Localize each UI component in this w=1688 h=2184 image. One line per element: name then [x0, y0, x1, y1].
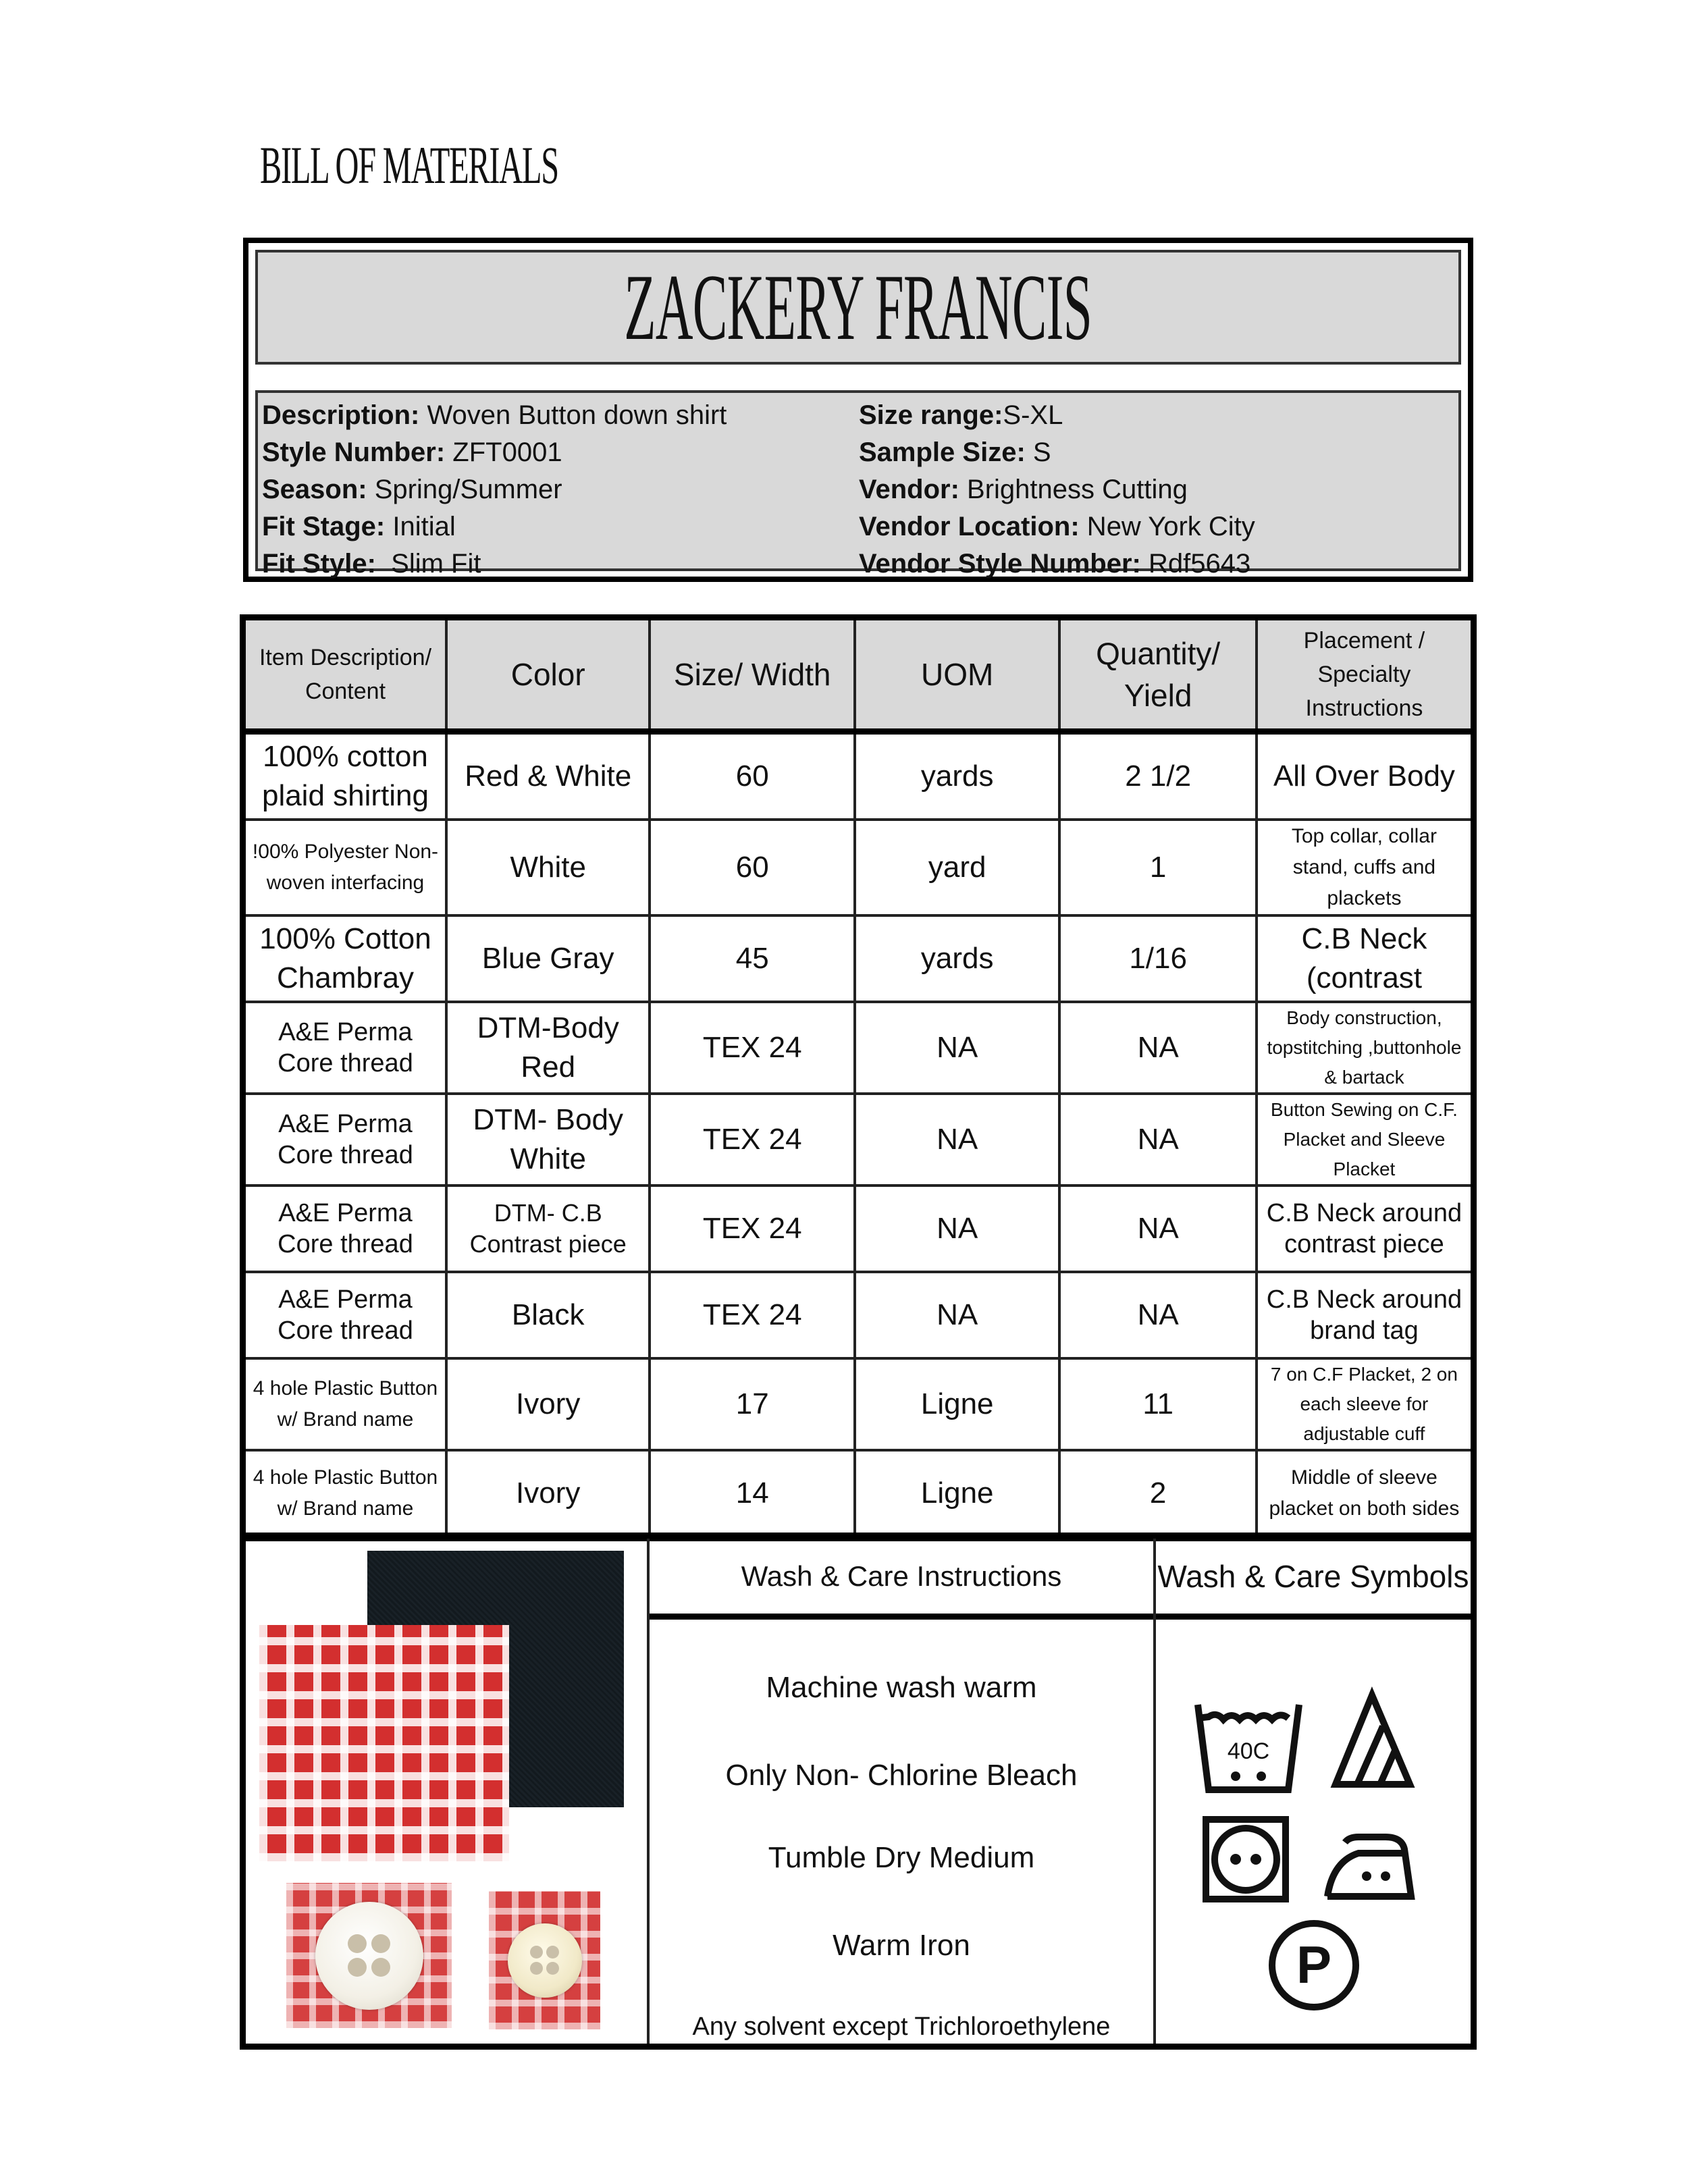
care-line: Warm Iron	[833, 1929, 970, 1962]
info-season	[262, 471, 727, 508]
cell-size: TEX 24	[650, 1094, 854, 1186]
style-info-left	[262, 397, 727, 583]
cell-placement: Body construction, topstitching ,buttonhole & bartack	[1257, 1002, 1474, 1094]
header-item-description: Item Description/ Content	[243, 618, 446, 732]
info-sample-size	[859, 434, 1255, 471]
cell-quantity: 2 1/2	[1059, 732, 1256, 820]
wash-40c-icon	[1198, 1705, 1299, 1790]
info-value: S	[1025, 437, 1051, 467]
page-title: BILL OF MATERIALS	[260, 136, 558, 194]
cell-quantity: 2	[1059, 1450, 1256, 1539]
table-row	[243, 915, 1474, 1002]
cell-placement: Button Sewing on C.F. Placket and Sleeve Placket	[1257, 1094, 1474, 1186]
cell-color: DTM- Body White	[446, 1094, 650, 1186]
table-row	[243, 1002, 1474, 1094]
iron-medium-icon	[1327, 1837, 1411, 1896]
header-quantity-yield: Quantity/ Yield	[1059, 618, 1256, 732]
cell-quantity: NA	[1059, 1272, 1256, 1358]
info-label: Vendor Style Number:	[859, 549, 1141, 579]
style-info	[255, 390, 1461, 579]
info-label: Season:	[262, 475, 367, 504]
cell-item: A&E Perma Core thread	[243, 1094, 446, 1186]
cell-uom: NA	[855, 1186, 1059, 1272]
cell-quantity: 1	[1059, 820, 1256, 915]
info-label: Fit Stage:	[262, 512, 386, 541]
cell-item: 100% cotton plaid shirting	[243, 732, 446, 820]
cell-uom: NA	[855, 1094, 1059, 1186]
care-line: Only Non- Chlorine Bleach	[725, 1759, 1078, 1792]
table-row	[243, 1186, 1474, 1272]
cell-color: White	[446, 820, 650, 915]
info-label: Vendor:	[859, 475, 959, 504]
cell-uom: yard	[855, 820, 1059, 915]
info-value: ZFT0001	[445, 437, 562, 467]
swatch-area	[246, 1539, 650, 2044]
care-symbols	[1156, 1539, 1471, 2044]
cell-color: DTM-Body Red	[446, 1002, 650, 1094]
small-button-swatch	[489, 1891, 600, 2029]
info-fit-style	[262, 545, 727, 583]
svg-text:P: P	[1296, 1935, 1332, 1994]
cell-size: 14	[650, 1450, 854, 1539]
cell-quantity: NA	[1059, 1186, 1256, 1272]
header-placement: Placement / Specialty Instructions	[1257, 618, 1474, 732]
care-line: Tumble Dry Medium	[768, 1841, 1035, 1874]
tumble-dry-medium-icon	[1206, 1819, 1286, 1899]
cell-quantity: NA	[1059, 1094, 1256, 1186]
table-row	[243, 820, 1474, 915]
info-vendor-style-number	[859, 545, 1255, 583]
cell-color: Black	[446, 1272, 650, 1358]
care-line: Any solvent except Trichloroethylene	[692, 2013, 1111, 2041]
cell-placement: C.B Neck around brand tag	[1257, 1272, 1474, 1358]
cell-item: A&E Perma Core thread	[243, 1002, 446, 1094]
cell-quantity: 1/16	[1059, 915, 1256, 1002]
care-symbols-graphic	[1156, 1620, 1467, 2045]
info-label: Vendor Location:	[859, 512, 1080, 541]
cell-uom: NA	[855, 1272, 1059, 1358]
care-symbols-header: Wash & Care Symbols	[1156, 1539, 1471, 1620]
style-info-right	[859, 397, 1255, 583]
cell-uom: yards	[855, 915, 1059, 1002]
info-label: Style Number:	[262, 437, 446, 467]
info-value: Woven Button down shirt	[419, 400, 727, 430]
cell-placement: C.B Neck around contrast piece	[1257, 1186, 1474, 1272]
cell-size: 17	[650, 1358, 854, 1450]
button-icon	[508, 1923, 582, 1998]
cell-uom: Ligne	[855, 1358, 1059, 1450]
info-label: Description:	[262, 400, 420, 430]
info-style-number	[262, 434, 727, 471]
header-size-width: Size/ Width	[650, 618, 854, 732]
info-value: Spring/Summer	[367, 475, 562, 504]
cell-quantity: NA	[1059, 1002, 1256, 1094]
brand-name: ZACKERY FRANCIS	[624, 255, 1092, 360]
info-label: Size range:	[859, 400, 1003, 430]
cell-uom: yards	[855, 732, 1059, 820]
cell-uom: Ligne	[855, 1450, 1059, 1539]
cell-color: Ivory	[446, 1450, 650, 1539]
cell-placement: Middle of sleeve placket on both sides	[1257, 1450, 1474, 1539]
non-chlorine-bleach-icon	[1336, 1695, 1410, 1784]
info-value: New York City	[1079, 512, 1255, 541]
cell-item: 100% Cotton Chambray	[243, 915, 446, 1002]
cell-item: A&E Perma Core thread	[243, 1272, 446, 1358]
table-header-row	[243, 618, 1474, 732]
care-instructions-header: Wash & Care Instructions	[650, 1539, 1153, 1620]
brand-bar	[255, 250, 1461, 365]
header-block	[243, 238, 1473, 582]
plaid-swatch	[259, 1625, 509, 1861]
info-value: Initial	[385, 512, 456, 541]
cell-placement: C.B Neck (contrast	[1257, 915, 1474, 1002]
table-row	[243, 1450, 1474, 1539]
table-row	[243, 1272, 1474, 1358]
svg-text:40C: 40C	[1227, 1738, 1270, 1764]
cell-size: 60	[650, 732, 854, 820]
care-line: Machine wash warm	[766, 1671, 1037, 1704]
info-size-range	[859, 397, 1255, 434]
header-uom: UOM	[855, 618, 1059, 732]
cell-item: !00% Polyester Non-woven interfacing	[243, 820, 446, 915]
table-row	[243, 1358, 1474, 1450]
cell-quantity: 11	[1059, 1358, 1256, 1450]
cell-item: A&E Perma Core thread	[243, 1186, 446, 1272]
info-vendor-location	[859, 508, 1255, 545]
table-row	[243, 1094, 1474, 1186]
info-vendor	[859, 471, 1255, 508]
materials-table	[240, 614, 1477, 1541]
cell-uom: NA	[855, 1002, 1059, 1094]
cell-placement: All Over Body	[1257, 732, 1474, 820]
info-fit-stage	[262, 508, 727, 545]
info-label: Fit Style:	[262, 549, 376, 579]
cell-size: 60	[650, 820, 854, 915]
info-label: Sample Size:	[859, 437, 1026, 467]
cell-color: Red & White	[446, 732, 650, 820]
cell-color: Blue Gray	[446, 915, 650, 1002]
info-value: Rdf5643	[1140, 549, 1251, 579]
cell-color: DTM- C.B Contrast piece	[446, 1186, 650, 1272]
cell-size: 45	[650, 915, 854, 1002]
info-value: Brightness Cutting	[959, 475, 1188, 504]
cell-item: 4 hole Plastic Button w/ Brand name	[243, 1450, 446, 1539]
button-icon	[315, 1902, 423, 2010]
cell-size: TEX 24	[650, 1002, 854, 1094]
cell-size: TEX 24	[650, 1272, 854, 1358]
care-instructions	[650, 1539, 1156, 2044]
info-description	[262, 397, 727, 434]
dry-clean-p-icon	[1272, 1923, 1356, 2007]
cell-color: Ivory	[446, 1358, 650, 1450]
cell-size: TEX 24	[650, 1186, 854, 1272]
info-value: Slim Fit	[375, 549, 481, 579]
care-section	[240, 1533, 1477, 2050]
cell-placement: Top collar, collar stand, cuffs and plackets	[1257, 820, 1474, 915]
table-row	[243, 732, 1474, 820]
cell-placement: 7 on C.F Placket, 2 on each sleeve for adjustable cuff	[1257, 1358, 1474, 1450]
large-button-swatch	[286, 1883, 452, 2028]
info-value: S-XL	[1003, 400, 1063, 430]
header-color: Color	[446, 618, 650, 732]
cell-item: 4 hole Plastic Button w/ Brand name	[243, 1358, 446, 1450]
